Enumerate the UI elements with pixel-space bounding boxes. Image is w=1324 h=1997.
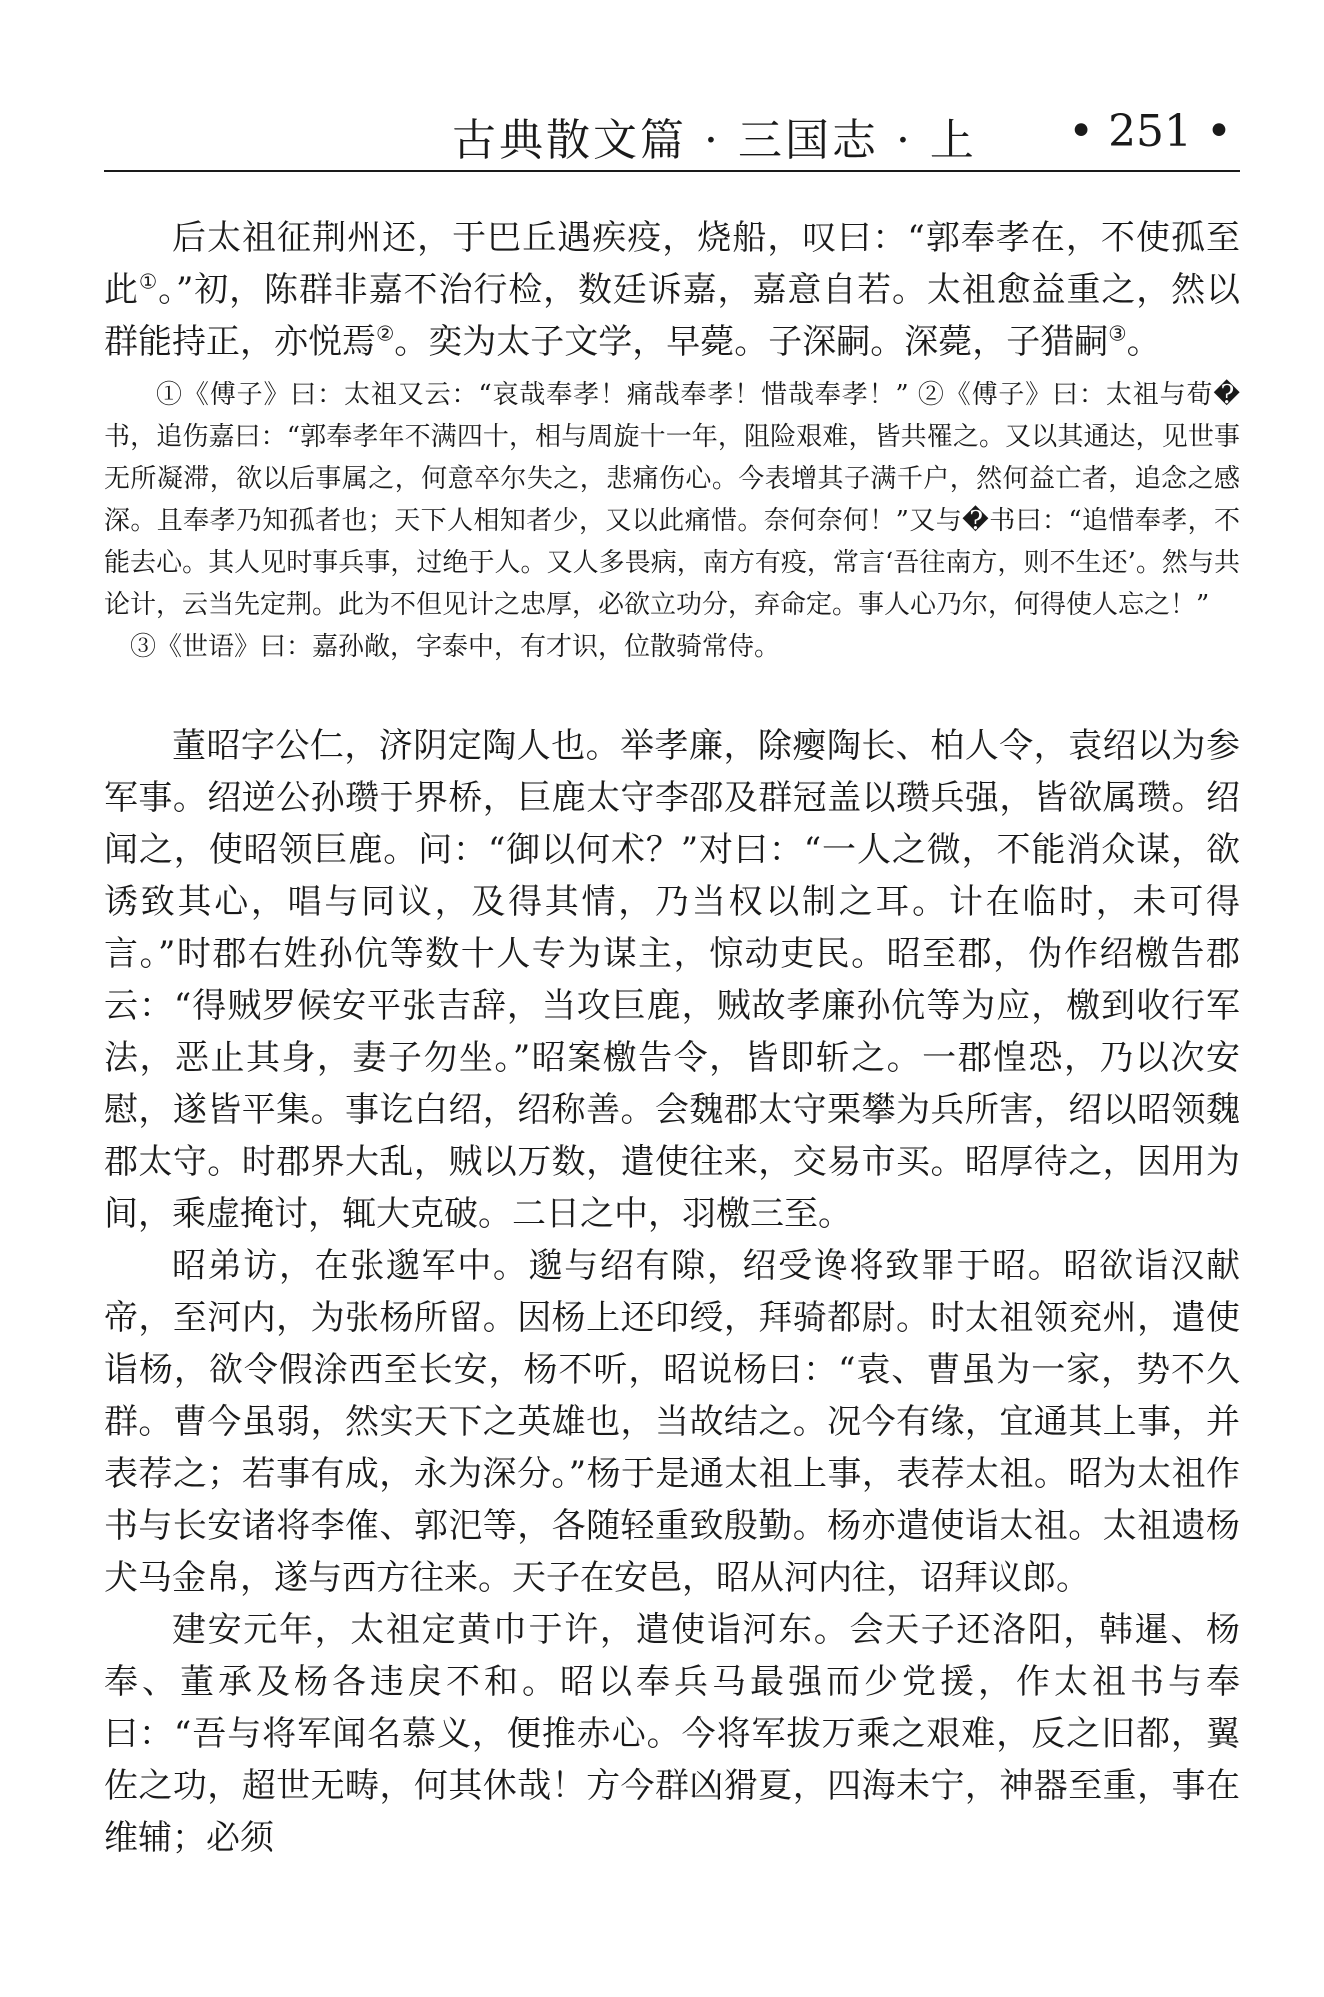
paragraph-dong-zhao-intro: 董昭字公仁，济阴定陶人也。举孝廉，除瘿陶长、柏人令，袁绍以为参军事。绍逆公孙瓒于界桥，巨鹿太守李邵及群冠盖以瓒兵强，皆欲属瓒。绍闻之，使昭领巨鹿。问：“御以何术？”对曰：“一人之微，不能消众谋，欲诱致其心，唱与同议，及得其情，乃当权以制之耳。计在临时，未可得言。”时郡右姓孙伉等数十人专为谋主，惊动吏民。昭至郡，伪作绍檄告郡云：“得贼罗候安平张吉辞，当攻巨鹿，贼故孝廉孙伉等为应，檄到收行军法，恶止其身，妻子勿坐。”昭案檄告令，皆即斩之。一郡惶恐，乃以次安慰，遂皆平集。事讫白绍，绍称善。会魏郡太守栗攀为兵所害，绍以昭领魏郡太守。时郡界大乱，贼以万数，遣使往来，交易市买。昭厚待之，因用为间，乘虚掩讨，辄大克破。二日之中，羽檄三至。 (104, 726, 1240, 1234)
annotations (104, 374, 1240, 668)
footnote-ref: ③ (1108, 321, 1127, 346)
footnote-ref: ② (376, 321, 395, 346)
page-number: • 251 • (1068, 106, 1232, 157)
paragraph-guo-jia-ending (104, 212, 1240, 368)
annotation-3: ③《世语》曰：嘉孙敞，字泰中，有才识，位散骑常侍。 (130, 632, 781, 662)
running-header (104, 100, 1240, 174)
text-segment: 后太祖征荆州还，于巴丘遇疾疫，烧船，叹曰：“郭奉孝在，不使孤至此 (104, 218, 1240, 310)
header-title: 古典散文篇 · 三国志 · 上 (452, 115, 977, 166)
paragraph-dong-zhao-zhang-yang: 昭弟访，在张邈军中。邈与绍有隙，绍受谗将致罪于昭。昭欲诣汉献帝，至河内，为张杨所留。因杨上还印绶，拜骑都尉。时太祖领兖州，遣使诣杨，欲令假涂西至长安，杨不听，昭说杨曰：“袁、曹虽为一家，势不久群。曹今虽弱，然实天下之英雄也，当故结之。况今有缘，宜通其上事，并表荐之；若事有成，永为深分。”杨于是通太祖上事，表荐太祖。昭为太祖作书与长安诸将李傕、郭汜等，各随轻重致殷勤。杨亦遣使诣太祖。太祖遗杨犬马金帛，遂与西方往来。天子在安邑，昭从河内往，诏拜议郎。 (104, 1246, 1240, 1598)
paragraph-dong-zhao-jianan: 建安元年，太祖定黄巾于许，遣使诣河东。会天子还洛阳，韩暹、杨奉、董承及杨各违戾不和。昭以奉兵马最强而少党援，作太祖书与奉曰：“吾与将军闻名慕义，便推赤心。今将军拔万乘之艰难，反之旧都，翼佐之功，超世无畴，何其休哉！方今群凶猾夏，四海未宁，神器至重，事在维辅；必须 (104, 1610, 1240, 1858)
annotation-1-2: ①《傅子》曰：太祖又云：“哀哉奉孝！痛哉奉孝！惜哉奉孝！” ②《傅子》曰：太祖与荀�书，追伤嘉曰：“郭奉孝年不满四十，相与周旋十一年，阻险艰难，皆共罹之。又以其通达，见世事无所凝滞，欲以后事属之，何意卒尔失之，悲痛伤心。今表增其子满千户，然何益亡者，追念之感深。且奉孝乃知孤者也；天下人相知者少，又以此痛惜。奈何奈何！”又与�书曰：“追惜奉孝，不能去心。其人见时事兵事，过绝于人。又人多畏病，南方有疫，常言‘吾往南方，则不生还’。然与共论计，云当先定荆。此为不但见计之忠厚，必欲立功分，弃命定。事人心乃尔，何得使人忘之！” (104, 380, 1240, 620)
page-body (104, 212, 1240, 1864)
header-rule (104, 170, 1240, 172)
text-segment: 。”初，陈群非嘉不治行检，数廷诉嘉，嘉意自若。太祖愈益重之，然以群能持正，亦悦焉 (104, 270, 1240, 362)
text-segment: 。奕为太子文学，早薨。子深嗣。深薨，子猎嗣 (394, 322, 1109, 362)
text-segment: 。 (1126, 322, 1161, 362)
section-gap (104, 668, 1240, 720)
footnote-ref: ① (138, 269, 159, 294)
